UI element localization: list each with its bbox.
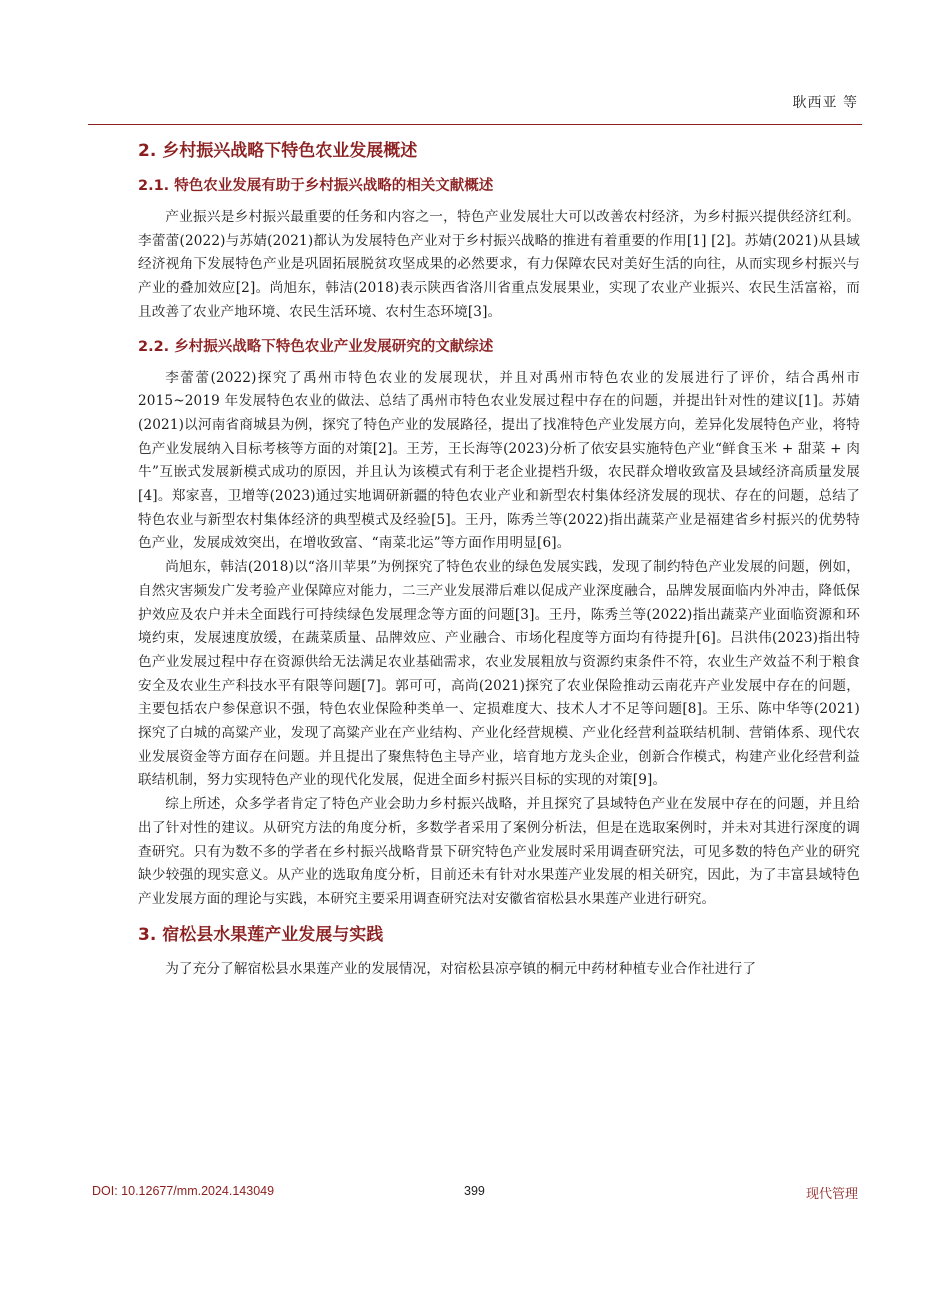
section-2-heading: 2. 乡村振兴战略下特色农业发展概述	[138, 141, 418, 161]
running-header-author: 耿西亚 等	[792, 95, 858, 111]
paragraph-2-2-2: 尚旭东，韩洁(2018)以“洛川苹果”为例探究了特色农业的绿色发展实践，发现了制约特色产业发展的问题，例如，自然灾害频发广发考验产业保障应对能力，二三产业发展滞后难以促成产业深度融合，品牌发展面临内外冲击，降低保护效应及农户并未全面践行可持续绿色发展理念等方面的问题[3]。王丹，陈秀兰等(2022)指出蔬菜产业面临资源和环境约束，发展速度放缓，在蔬菜质量、品牌效应、产业融合、市场化程度等方面均有待提升[6]。吕洪伟(2023)指出特色产业发展过程中存在资源供给无法满足农业基础需求，农业发展粗放与资源约束条件不符，农业生产效益不利于粮食安全及农业生产科技水平有限等问题[7]。郭可可，高尚(2021)探究了农业保险推动云南花卉产业发展中存在的问题，主要包括农户参保意识不强，特色农业保险种类单一、定损难度大、技术人才不足等问题[8]。王乐、陈中华等(2021)探究了白城的高粱产业，发现了高粱产业在产业结构、产业化经营规模、产业化经营利益联结机制、营销体系、现代农业发展资金等方面存在问题。并且提出了聚焦特色主导产业，培育地方龙头企业，创新合作模式，构建产业化经营利益联结机制，努力实现特色产业的现代化发展，促进全面乡村振兴目标的实现的对策[9]。	[138, 559, 860, 789]
footer-journal-name: 现代管理	[805, 1187, 858, 1202]
footer-doi: DOI: 10.12677/mm.2024.143049	[92, 1184, 275, 1198]
paragraph-3-1: 为了充分了解宿松县水果莲产业的发展情况，对宿松县凉亭镇的桐元中药材种植专业合作社进行了	[165, 960, 757, 977]
paragraph-2-1-1: 产业振兴是乡村振兴最重要的任务和内容之一，特色产业发展壮大可以改善农村经济，为乡村振兴提供经济红利。李蕾蕾(2022)与苏婧(2021)都认为发展特色产业对于乡村振兴战略的推进有着重要的作用[1] [2]。苏婧(2021)从县域经济视角下发展特色产业是巩固拓展脱贫攻坚成果的必然要求，有力保障农民对美好生活的向往，从而实现乡村振兴与产业的叠加效应[2]。尚旭东，韩洁(2018)表示陕西省洛川省重点发展果业，实现了农业产业振兴、农民生活富裕，而且改善了农业产地环境、农民生活环境、农村生态环境[3]。	[138, 209, 860, 320]
paragraph-2-2-1: 李蕾蕾(2022)探究了禹州市特色农业的发展现状，并且对禹州市特色农业的发展进行了评价，结合禹州市 2015~2019 年发展特色农业的做法、总结了禹州市特色农业发展过程中存在的问题，并提出针对性的建议[1]。苏婧(2021)以河南省商城县为例，探究了特色产业的发展路径，提出了找准特色产业发展方向，差异化发展特色产业，将特色产业发展纳入目标考核等方面的对策[2]。王芳，王长海等(2023)分析了依安县实施特色产业“鲜食玉米 + 甜菜 + 肉牛”互嵌式发展新模式成功的原因，并且认为该模式有利于老企业提档升级，农民群众增收致富及县域经济高质量发展[4]。郑家喜，卫增等(2023)通过实地调研新疆的特色农业产业和新型农村集体经济发展的现状、存在的问题，总结了特色农业与新型农村集体经济的典型模式及经验[5]。王丹，陈秀兰等(2022)指出蔬菜产业是福建省乡村振兴的优势特色产业，发展成效突出，在增收致富、“南菜北运”等方面作用明显[6]。	[138, 369, 860, 552]
section-3-heading: 3. 宿松县水果莲产业发展与实践	[138, 924, 384, 945]
footer-page-number: 399	[464, 1184, 485, 1198]
subsection-2-2-heading: 2.2. 乡村振兴战略下特色农业产业发展研究的文献综述	[138, 338, 494, 355]
paragraph-2-2-3: 综上所述，众多学者肯定了特色产业会助力乡村振兴战略，并且探究了县域特色产业在发展中存在的问题，并且给出了针对性的建议。从研究方法的角度分析，多数学者采用了案例分析法，但是在选取案例时，并未对其进行深度的调查研究。只有为数不多的学者在乡村振兴战略背景下研究特色产业发展时采用调查研究法，可见多数的特色产业的研究缺少较强的现实意义。从产业的选取角度分析，目前还未有针对水果莲产业发展的相关研究，因此，为了丰富县域特色产业发展方面的理论与实践，本研究主要采用调查研究法对安徽省宿松县水果莲产业进行研究。	[138, 796, 860, 907]
header-divider	[88, 124, 862, 125]
subsection-2-1-heading: 2.1. 特色农业发展有助于乡村振兴战略的相关文献概述	[138, 178, 494, 194]
article-body	[138, 138, 860, 981]
